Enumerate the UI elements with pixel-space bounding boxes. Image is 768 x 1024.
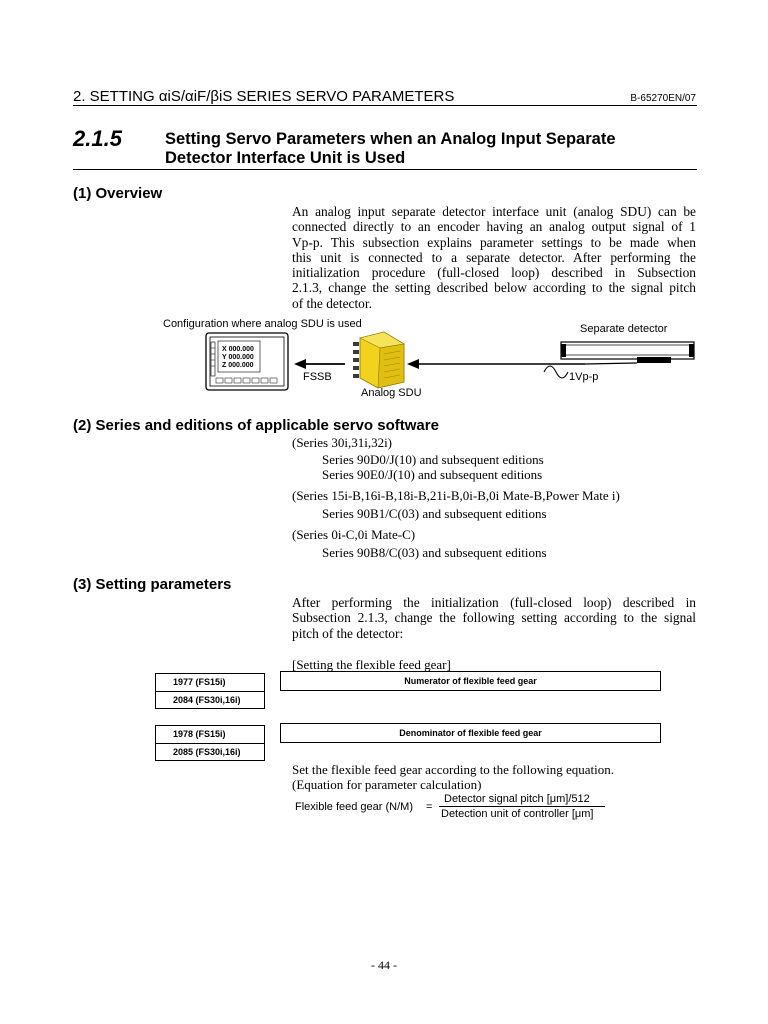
header-rule xyxy=(73,105,697,106)
overview-line: Vp-p. This subsection explains parameter settings to be made when xyxy=(292,234,696,250)
separate-detector-icon xyxy=(561,342,694,364)
equation-intro: Set the flexible feed gear according to the following equation. xyxy=(292,762,614,777)
sine-wave-icon xyxy=(544,366,568,378)
fraction-bar xyxy=(439,806,605,807)
series-group-2: (Series 15i-B,16i-B,18i-B,21i-B,0i-B,0i Mate-B,Power Mate i) xyxy=(292,488,620,503)
parameter-number: 1978 (FS15i) xyxy=(173,729,226,739)
overview-line: 2.1.3, change the setting described below according to the signal pitch xyxy=(292,280,696,296)
detector-label: Separate detector xyxy=(580,323,668,335)
equation-subtitle: (Equation for parameter calculation) xyxy=(292,777,482,792)
series-item: Series 90B8/C(03) and subsequent editions xyxy=(322,545,547,560)
setting-line: Subsection 2.1.3, change the following setting according to the signal xyxy=(292,610,696,626)
overview-line: An analog input separate detector interface unit (analog SDU) can be xyxy=(292,204,696,219)
overview-line: of the detector. xyxy=(292,295,372,311)
setting-heading: (3) Setting parameters xyxy=(73,576,232,593)
overview-line: connected directly to an encoder having an analog output signal of 1 xyxy=(292,219,696,235)
fssb-arrow-icon xyxy=(294,359,345,369)
overview-line: initialization procedure (full-closed loop) described in Subsection xyxy=(292,265,696,281)
equation-equals: = xyxy=(426,801,433,813)
series-item: Series 90B1/C(03) and subsequent editions xyxy=(322,506,547,521)
cnc-readout-y: Y 000.000 xyxy=(222,354,254,361)
series-item: Series 90D0/J(10) and subsequent editions xyxy=(322,452,544,467)
cnc-readout-z: Z 000.000 xyxy=(222,362,254,369)
analog-sdu-label: Analog SDU xyxy=(361,387,422,399)
overview-heading: (1) Overview xyxy=(73,185,163,202)
section-title xyxy=(165,130,616,168)
flexible-feed-gear-label: [Setting the flexible feed gear] xyxy=(292,657,451,672)
running-header-title: 2. SETTING αiS/αiF/βiS SERIES SERVO PARAMETERS xyxy=(73,88,455,105)
setting-paragraph xyxy=(292,595,696,641)
overview-paragraph xyxy=(292,204,696,311)
setting-line: pitch of the detector: xyxy=(292,625,404,641)
series-group-1: (Series 30i,31i,32i) xyxy=(292,435,393,450)
fssb-label: FSSB xyxy=(303,371,332,383)
section-title-line-1: Setting Servo Parameters when an Analog Input Separate xyxy=(165,130,616,148)
diagram-caption: Configuration where analog SDU is used xyxy=(163,318,362,330)
analog-sdu-icon xyxy=(353,332,404,388)
document-number: B-65270EN/07 xyxy=(630,93,696,104)
configuration-diagram xyxy=(200,330,700,392)
signal-label: 1Vp-p xyxy=(569,371,599,383)
section-title-line-2: Detector Interface Unit is Used xyxy=(165,149,406,167)
equation-numerator: Detector signal pitch [μm]/512 xyxy=(444,793,590,805)
series-heading: (2) Series and editions of applicable servo software xyxy=(73,417,439,434)
cnc-readout-x: X 000.000 xyxy=(222,346,254,353)
series-group-3: (Series 0i-C,0i Mate-C) xyxy=(292,527,416,542)
setting-line: After performing the initialization (full-closed loop) described in xyxy=(292,595,696,610)
series-item: Series 90E0/J(10) and subsequent editions xyxy=(322,467,543,482)
page-number: - 44 - xyxy=(371,958,397,972)
cnc-unit-icon xyxy=(206,333,288,390)
signal-arrow-icon xyxy=(407,359,585,369)
parameter-description: Numerator of flexible feed gear xyxy=(280,671,661,691)
parameter-number: 2085 (FS30i,16i) xyxy=(156,743,264,761)
parameter-number-box xyxy=(155,673,265,709)
section-rule xyxy=(73,169,697,170)
parameter-number: 1977 (FS15i) xyxy=(173,677,226,687)
parameter-description: Denominator of flexible feed gear xyxy=(280,723,661,743)
section-number: 2.1.5 xyxy=(73,126,122,151)
parameter-number: 2084 (FS30i,16i) xyxy=(156,691,264,709)
equation-denominator: Detection unit of controller [μm] xyxy=(441,808,594,820)
parameter-number-box xyxy=(155,725,265,761)
equation-lhs: Flexible feed gear (N/M) xyxy=(295,801,413,813)
overview-line: this unit is connected to a separate detector. After performing the xyxy=(292,249,696,265)
